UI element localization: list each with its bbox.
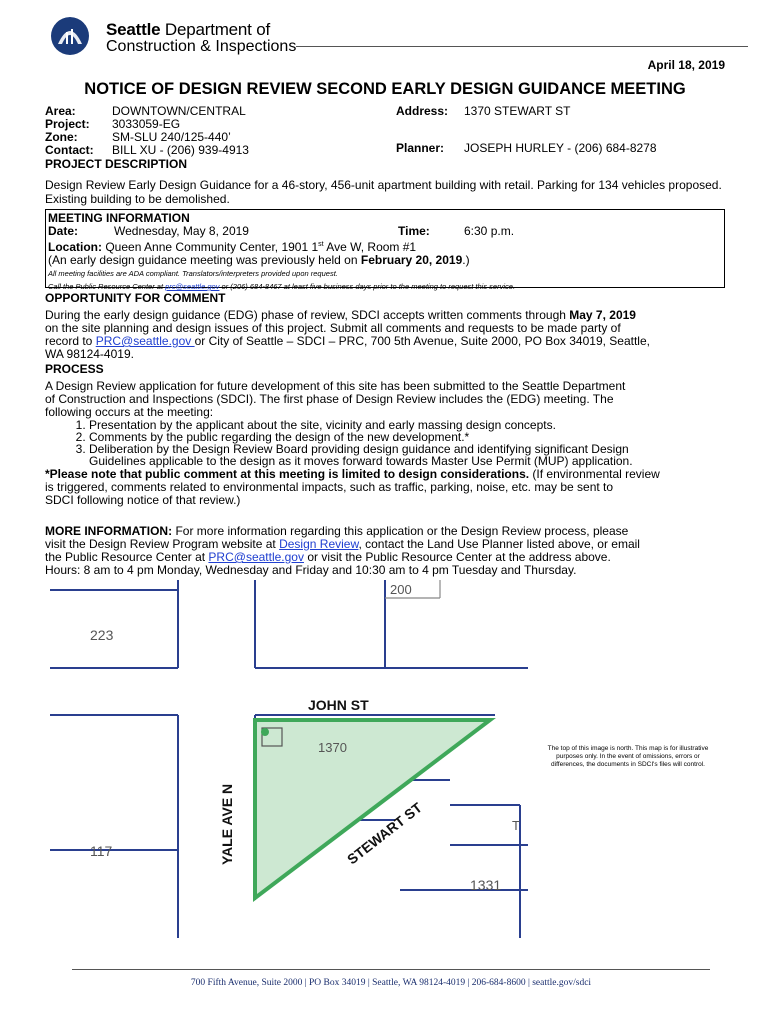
process-step: 3. Deliberation by the Design Review Board providing design guidance and identifying significant Design: [89, 443, 735, 455]
meeting-heading: MEETING INFORMATION: [48, 211, 190, 225]
process-steps: [45, 419, 735, 455]
public-comment-note-2: is triggered, comments related to environmental impacts, such as traffic, parking, noise, etc. may be sent to: [45, 480, 614, 494]
prc-email-link-2[interactable]: PRC@seattle.gov: [208, 550, 304, 564]
parcel-1331: 1331: [470, 877, 502, 893]
zone-value: SM-SLU 240/125-440’: [112, 130, 231, 144]
contact-label: Contact:: [45, 143, 94, 157]
comment-section: [45, 292, 735, 361]
process-step: 2. Comments by the public regarding the design of the new development.*: [89, 431, 735, 443]
logo-line-1: Seattle Department of: [106, 20, 271, 39]
more-info-line-3: the Public Resource Center at PRC@seattle.gov or visit the Public Resource Center at the address above.: [45, 550, 611, 564]
process-step: 1. Presentation by the applicant about the site, vicinity and early massing design concepts.: [89, 419, 735, 431]
info-left: [45, 105, 249, 157]
design-review-link[interactable]: Design Review: [279, 537, 359, 551]
address-row: [396, 105, 570, 118]
planner-row: [396, 142, 657, 155]
process-intro-2: of Construction and Inspections (SDCI). The first phase of Design Review includes the (EDG) meeting. The: [45, 392, 614, 406]
more-info-section: [45, 525, 735, 577]
header-rule: [296, 46, 748, 47]
parcel-200: 200: [390, 582, 412, 597]
footer-rule: [72, 969, 710, 970]
public-comment-note-3: SDCI following notice of that review.): [45, 493, 241, 507]
parcel-t: T: [512, 818, 520, 833]
process-section: [45, 363, 735, 507]
planner-label: Planner:: [396, 141, 445, 155]
comment-line-4: WA 98124-4019.: [45, 347, 134, 361]
site-map: [50, 580, 528, 938]
address-label: Address:: [396, 104, 449, 118]
process-heading: PROCESS: [45, 362, 104, 376]
ada-note: All meeting facilities are ADA compliant. Translators/interpreters provided upon request.: [48, 269, 338, 278]
footer-address: 700 Fifth Avenue, Suite 2000 | PO Box 34019 | Seattle, WA 98124-4019 | 206-684-8600 | seattle.gov/sdci: [190, 978, 592, 988]
meeting-location: Location: Queen Anne Community Center, 1901 1st Ave W, Room #1: [48, 240, 417, 254]
stewart-st-label: STEWART ST: [343, 799, 425, 868]
meeting-date-label: Date:: [48, 224, 79, 238]
process-intro-1: A Design Review application for future development of this site has been submitted to the Seattle Department: [45, 379, 626, 393]
notice-date: April 18, 2019: [647, 58, 725, 72]
parcel-1370: 1370: [318, 740, 347, 755]
sdci-logo: [48, 14, 338, 58]
parcel-117: 117: [90, 843, 113, 859]
address-value: 1370 STEWART ST: [464, 104, 571, 118]
project-description-heading: PROJECT DESCRIPTION: [45, 157, 188, 171]
call-email-link[interactable]: prc@seattle.gov: [165, 282, 220, 291]
comment-heading: OPPORTUNITY FOR COMMENT: [45, 291, 226, 305]
area-label: Area:: [45, 104, 76, 118]
area-value: DOWNTOWN/CENTRAL: [112, 104, 246, 118]
more-info-line-1: MORE INFORMATION: For more information regarding this application or the Design Review process, please: [45, 524, 629, 538]
prc-email-link[interactable]: PRC@seattle.gov: [95, 334, 195, 348]
site-map-drawing: [50, 580, 528, 938]
meeting-info: [48, 212, 720, 292]
meeting-time: 6:30 p.m.: [464, 224, 515, 238]
previous-meeting: (An early design guidance meeting was previously held on February 20, 2019.): [48, 253, 470, 267]
meeting-time-label: Time:: [398, 224, 430, 238]
parcel-223: 223: [90, 627, 114, 643]
seattle-seal-icon: [48, 14, 98, 58]
site-parcel: [255, 720, 490, 898]
yale-ave-label: YALE AVE N: [219, 783, 235, 865]
map-disclaimer: The top of this image is north. This map is for illustrative purposes only. In the event of omissions, errors or differences, the documents in SDCI's files will control.: [547, 745, 709, 768]
more-info-line-2: visit the Design Review Program website at Design Review, contact the Land Use Planner listed above, or email: [45, 537, 640, 551]
planner-value: JOSEPH HURLEY - (206) 684-8278: [464, 141, 657, 155]
page-title: NOTICE OF DESIGN REVIEW SECOND EARLY DESIGN GUIDANCE MEETING: [84, 80, 686, 98]
zone-label: Zone:: [45, 130, 78, 144]
project-description-text: Design Review Early Design Guidance for a 46-story, 456-unit apartment building with retail. Parking for 134 vehicles proposed. Existing building to be demolished.: [45, 178, 722, 206]
meeting-date: Wednesday, May 8, 2019: [114, 224, 249, 238]
comment-line-3: record to PRC@seattle.gov or City of Seattle – SDCI – PRC, 700 5th Avenue, Suite 2000, PO Box 34019, Seattle,: [45, 334, 650, 348]
comment-line-1: During the early design guidance (EDG) phase of review, SDCI accepts written comments through May 7, 2019: [45, 308, 636, 322]
site-marker: [261, 728, 269, 736]
project-value: 3033059-EG: [112, 117, 181, 131]
project-label: Project:: [45, 117, 90, 131]
process-step-3-continued: Guidelines applicable to the design as it moves forward towards Master Use Permit (MUP) application.: [89, 454, 633, 468]
public-comment-note: *Please note that public comment at this meeting is limited to design considerations. (If environmental review: [45, 467, 660, 481]
call-note: Call the Public Resource Center at prc@seattle.gov or (206) 684-8467 at least five business days prior to the meeting to request this service.: [48, 282, 516, 291]
logo-line-2: Construction & Inspections: [106, 38, 297, 55]
john-st-label: JOHN ST: [308, 697, 369, 713]
comment-line-2: on the site planning and design issues of this project. Submit all comments and requests to be made party of: [45, 321, 621, 335]
process-intro-3: following occurs at the meeting:: [45, 405, 214, 419]
contact-value: BILL XU - (206) 939-4913: [112, 143, 249, 157]
more-info-hours: Hours: 8 am to 4 pm Monday, Wednesday and Friday and 10:30 am to 4 pm Tuesday and Thursday.: [45, 563, 577, 577]
